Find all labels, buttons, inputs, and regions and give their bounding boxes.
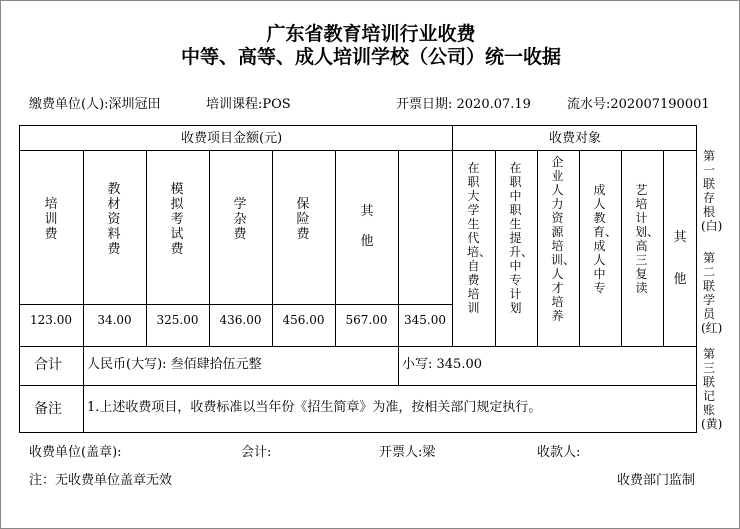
remark-text: 1.上述收费项目，收费标准以当年份《招生简章》为准，按相关部门规定执行。 bbox=[87, 400, 542, 415]
footer-issuer: 开票人:梁 bbox=[379, 445, 436, 460]
fee-col-insurance: 保险费 bbox=[296, 197, 310, 242]
receipt-title: 广东省教育培训行业收费 bbox=[266, 23, 476, 45]
fee-col-mock-exam: 模拟考试费 bbox=[170, 182, 184, 257]
footer-supervision: 收费部门监制 bbox=[617, 473, 696, 488]
amount-extra: 345.00 bbox=[404, 313, 446, 327]
total-label: 合计 bbox=[34, 357, 62, 373]
amount-other: 567.00 bbox=[345, 313, 388, 327]
footer-unit-stamp: 收费单位(盖章): bbox=[29, 445, 122, 460]
issue-date-field: 开票日期: 2020.07.19 bbox=[396, 97, 531, 112]
footer-note: 注：无收费单位盖章无效 bbox=[29, 473, 173, 488]
fee-col-training: 培训费 bbox=[44, 197, 58, 242]
course-field: 培训课程:POS bbox=[206, 97, 291, 112]
target-col-university: 在职大学生代培、自费培训 bbox=[467, 161, 492, 315]
amount-misc: 436.00 bbox=[219, 313, 262, 327]
target-col-arts-repeat: 艺培计划、高三复读 bbox=[635, 183, 660, 295]
target-header: 收费对象 bbox=[549, 131, 602, 146]
target-col-adult-education: 成人教育、成人中专 bbox=[593, 183, 618, 295]
amount-insurance: 456.00 bbox=[282, 313, 325, 327]
total-upper-amount: 人民币(大写): 叁佰肆拾伍元整 bbox=[87, 357, 262, 372]
fee-col-other: 其他 bbox=[360, 204, 374, 249]
fee-col-misc: 学杂费 bbox=[233, 197, 247, 242]
footer-accountant: 会计: bbox=[241, 445, 272, 460]
copy-label-second: 第二联学员(红) bbox=[701, 251, 723, 335]
copy-label-first: 第一联存根(白) bbox=[701, 149, 723, 233]
target-col-enterprise-hr: 企业人力资源培训、人才培养 bbox=[551, 155, 576, 323]
fee-items-header: 收费项目金额(元) bbox=[181, 131, 283, 146]
target-col-other: 其他 bbox=[673, 230, 687, 287]
fee-col-materials: 教材资料费 bbox=[107, 182, 121, 257]
copy-label-third: 第三联记账(黄) bbox=[701, 347, 723, 431]
receipt-subtitle: 中等、高等、成人培训学校（公司）统一收据 bbox=[180, 46, 561, 68]
target-col-vocational: 在职中职生提升、中专计划 bbox=[509, 161, 534, 315]
amount-mock-exam: 325.00 bbox=[156, 313, 199, 327]
amount-materials: 34.00 bbox=[97, 313, 132, 327]
serial-number-field: 流水号:202007190001 bbox=[567, 97, 710, 112]
total-lower-amount: 小写: 345.00 bbox=[402, 357, 482, 372]
payer-field: 缴费单位(人):深圳冠田 bbox=[29, 97, 161, 112]
amount-training: 123.00 bbox=[30, 313, 72, 327]
footer-receiver: 收款人: bbox=[537, 445, 581, 460]
remark-label: 备注 bbox=[34, 401, 62, 417]
